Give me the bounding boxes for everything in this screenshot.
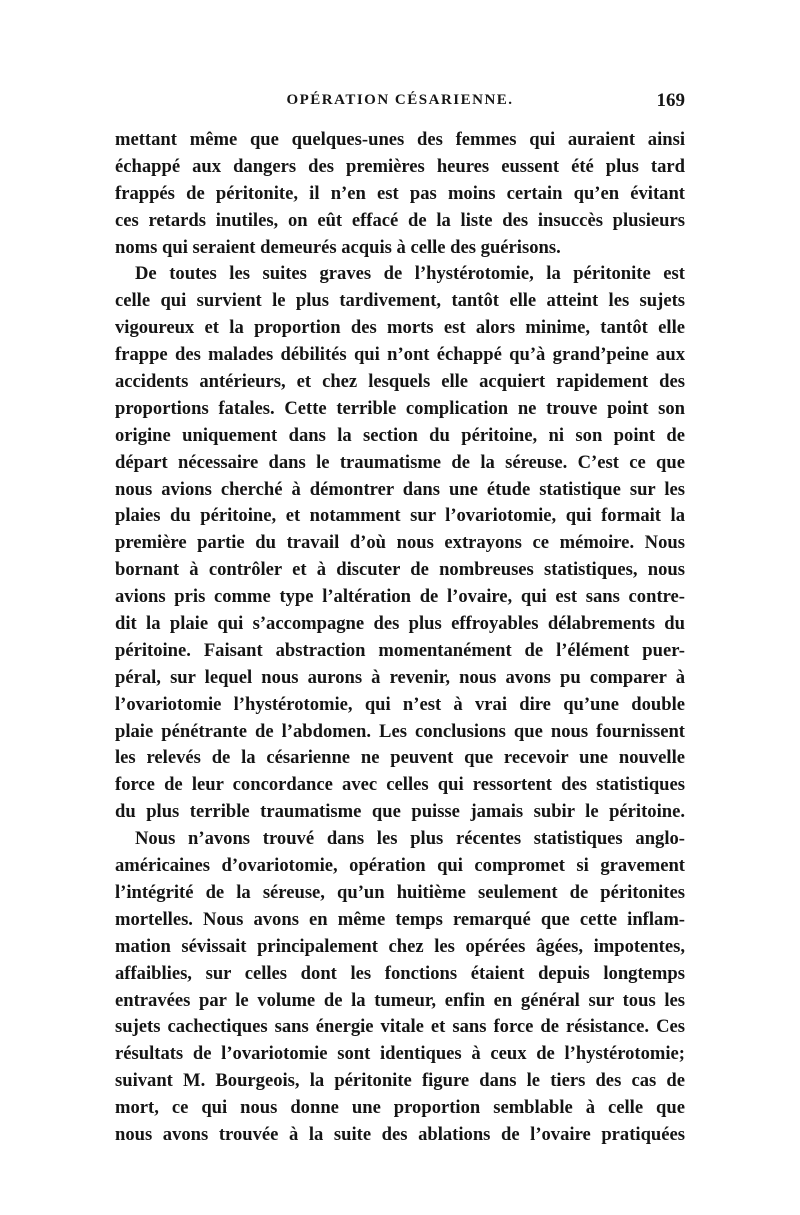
text-line: nous avons trouvée à la suite des ablations de l’ovaire pratiquées bbox=[115, 1123, 685, 1145]
text-line: les relevés de la césarienne ne peuvent que recevoir une nouvelle bbox=[115, 747, 685, 769]
paragraph-first-line: De toutes les suites graves de l’hystérotomie, la péritonite est bbox=[135, 263, 685, 285]
text-line: proportions fatales. Cette terrible complication ne trouve point son bbox=[115, 397, 685, 419]
running-title: OPÉRATION CÉSARIENNE. bbox=[286, 92, 514, 108]
paragraph-last-line: du plus terrible traumatisme que puisse jamais subir le péritoine. bbox=[115, 801, 685, 823]
text-line: américaines d’ovariotomie, opération qui compromet si gravement bbox=[115, 855, 685, 877]
text-line: mation sévissait principalement chez les opérées âgées, impotentes, bbox=[115, 935, 685, 957]
text-line: mort, ce qui nous donne une proportion semblable à celle que bbox=[115, 1097, 685, 1119]
page-number: 169 bbox=[656, 90, 685, 111]
text-line: mortelles. Nous avons en même temps remarqué que cette inflam- bbox=[115, 908, 685, 930]
text-line: avions pris comme type l’altération de l’ovaire, qui est sans contre- bbox=[115, 586, 685, 608]
text-line: péral, sur lequel nous aurons à revenir, nous avons pu comparer à bbox=[115, 666, 685, 688]
text-line: plaie pénétrante de l’abdomen. Les conclusions que nous fournissent bbox=[115, 720, 685, 742]
text-line: plaies du péritoine, et notamment sur l’ovariotomie, qui formait la bbox=[115, 505, 685, 527]
running-header bbox=[115, 92, 685, 116]
text-line: vigoureux et la proportion des morts est alors minime, tantôt elle bbox=[115, 317, 685, 339]
text-line: dit la plaie qui s’accompagne des plus effroyables délabrements du bbox=[115, 613, 685, 635]
text-line: force de leur concordance avec celles qui ressortent des statistiques bbox=[115, 774, 685, 796]
text-line: bornant à contrôler et à discuter de nombreuses statistiques, nous bbox=[115, 559, 685, 581]
text-line: départ nécessaire dans le traumatisme de la séreuse. C’est ce que bbox=[115, 451, 685, 473]
text-line: l’ovariotomie l’hystérotomie, qui n’est à vrai dire qu’une double bbox=[115, 693, 685, 715]
text-line: mettant même que quelques-unes des femmes qui auraient ainsi bbox=[115, 129, 685, 150]
text-line: ces retards inutiles, on eût effacé de la liste des insuccès plusieurs bbox=[115, 209, 685, 231]
text-line: frappe des malades débilités qui n’ont échappé qu’à grand’peine aux bbox=[115, 344, 685, 366]
text-line: entravées par le volume de la tumeur, enfin en général sur tous les bbox=[115, 989, 685, 1011]
body-text bbox=[115, 127, 685, 1149]
text-line: l’intégrité de la séreuse, qu’un huitième seulement de péritonites bbox=[115, 881, 685, 903]
text-line: échappé aux dangers des premières heures eussent été plus tard bbox=[115, 155, 685, 177]
paragraph-last-line: noms qui seraient demeurés acquis à celle des guérisons. bbox=[115, 236, 561, 258]
text-line: nous avions cherché à démontrer dans une étude statistique sur les bbox=[115, 478, 685, 500]
text-line: affaiblies, sur celles dont les fonctions étaient depuis longtemps bbox=[115, 962, 685, 984]
text-line: accidents antérieurs, et chez lesquels elle acquiert rapidement des bbox=[115, 371, 685, 393]
text-line: origine uniquement dans la section du péritoine, ni son point de bbox=[115, 424, 685, 446]
text-line: suivant M. Bourgeois, la péritonite figure dans le tiers des cas de bbox=[115, 1070, 685, 1092]
text-line: celle qui survient le plus tardivement, tantôt elle atteint les sujets bbox=[115, 290, 685, 312]
text-line: première partie du travail d’où nous extrayons ce mémoire. Nous bbox=[115, 532, 685, 554]
text-line: résultats de l’ovariotomie sont identiques à ceux de l’hystérotomie; bbox=[115, 1043, 685, 1065]
paragraph-first-line: Nous n’avons trouvé dans les plus récentes statistiques anglo- bbox=[135, 828, 685, 850]
text-line: frappés de péritonite, il n’en est pas moins certain qu’en évitant bbox=[115, 182, 685, 204]
text-line: sujets cachectiques sans énergie vitale et sans force de résistance. Ces bbox=[115, 1016, 685, 1038]
text-line: péritoine. Faisant abstraction momentanément de l’élément puer- bbox=[115, 639, 685, 661]
